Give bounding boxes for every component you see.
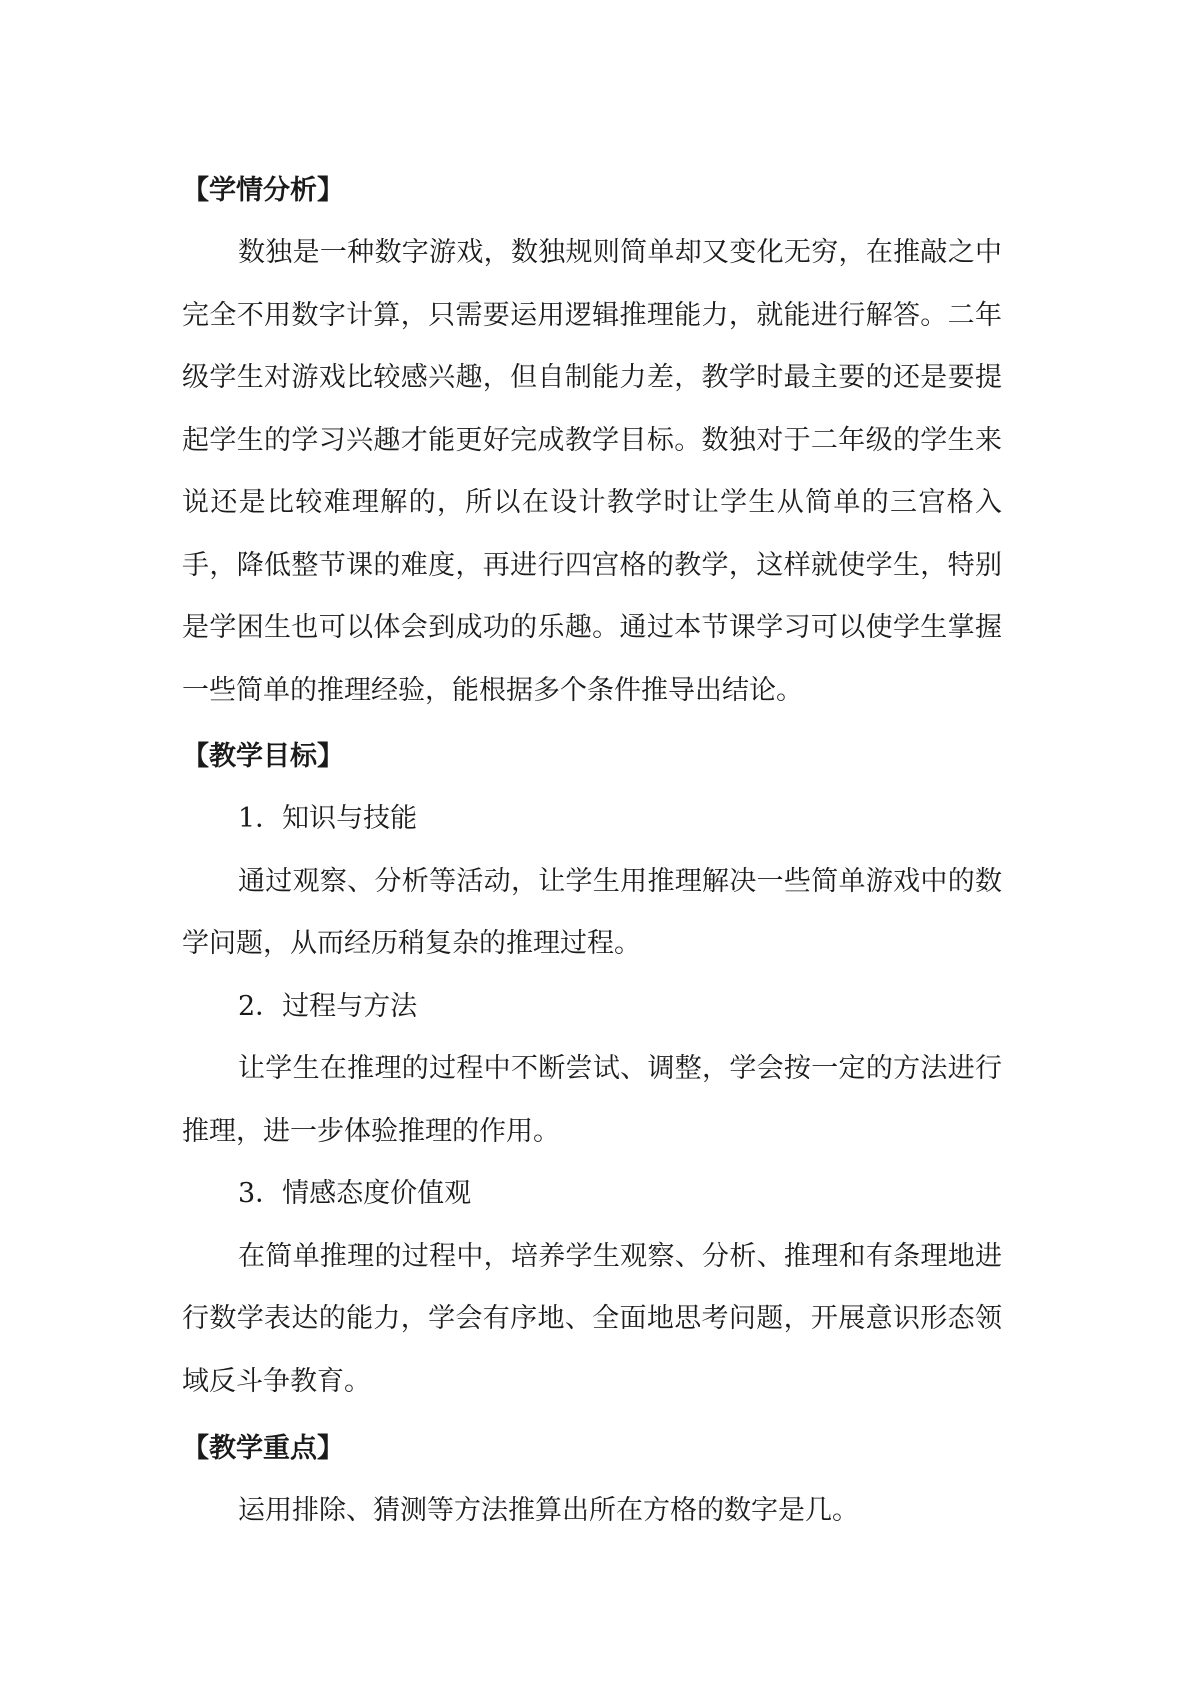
section-heading-learning-analysis: 【学情分析】	[182, 175, 344, 206]
learning-analysis-paragraph: 数独是一种数字游戏，数独规则简单却又变化无穷，在推敲之中完全不用数字计算，只需要运用逻辑推理能力，就能进行解答。二年级学生对游戏比较感兴趣，但自制能力差，教学时最主要的还是要提起学生的学习兴趣才能更好完成教学目标。数独对于二年级的学生来说还是比较难理解的，所以在设计教学时让学生从简单的三宫格入手，降低整节课的难度，再进行四宫格的教学，这样就使学生，特别是学困生也可以体会到成功的乐趣。通过本节课学习可以使学生掌握一些简单的推理经验，能根据多个条件推导出结论。	[182, 237, 1002, 706]
goal-paragraph-attitude: 在简单推理的过程中，培养学生观察、分析、推理和有条理地进行数学表达的能力，学会有序地、全面地思考问题，开展意识形态领域反斗争教育。	[182, 1240, 1002, 1397]
learning-analysis-body	[182, 222, 1002, 722]
goal-paragraph-process: 让学生在推理的过程中不断尝试、调整，学会按一定的方法进行推理，进一步体验推理的作用。	[182, 1053, 1002, 1147]
teaching-goals-body	[182, 788, 1002, 1413]
section-heading-teaching-focus: 【教学重点】	[182, 1433, 344, 1464]
teaching-focus-body	[182, 1480, 1002, 1543]
section-heading-teaching-goals: 【教学目标】	[182, 741, 344, 772]
teaching-focus-paragraph: 运用排除、猜测等方法推算出所在方格的数字是几。	[238, 1495, 859, 1526]
goal-paragraph-knowledge: 通过观察、分析等活动，让学生用推理解决一些简单游戏中的数学问题，从而经历稍复杂的推理过程。	[182, 865, 1002, 959]
goal-title-process: 2．过程与方法	[238, 990, 418, 1022]
goal-title-knowledge: 1．知识与技能	[238, 803, 418, 834]
goal-title-attitude: 3．情感态度价值观	[238, 1178, 472, 1209]
